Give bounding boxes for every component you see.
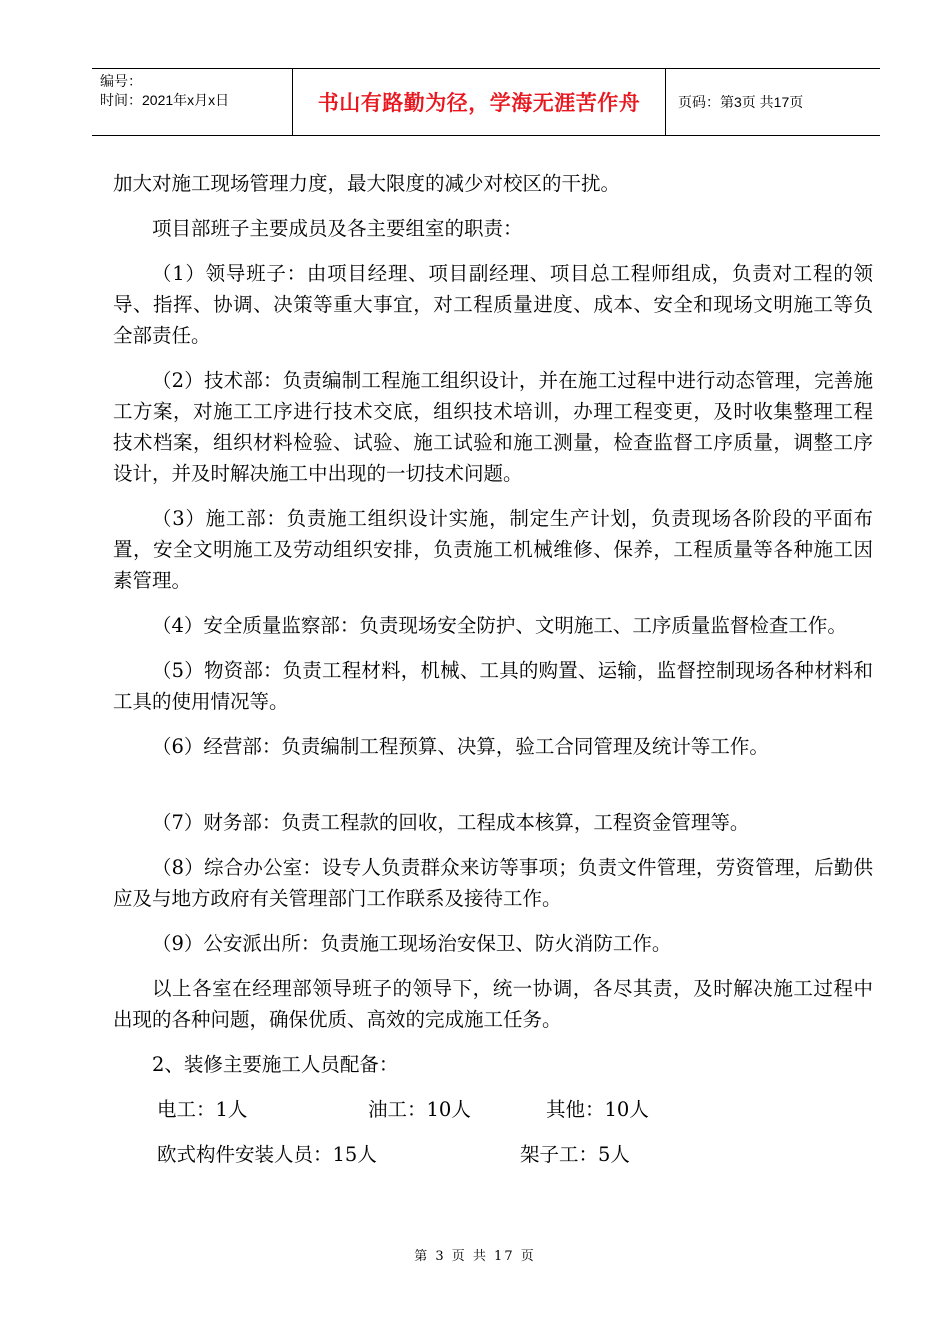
staffing-row	[113, 1094, 873, 1125]
paragraph-continuation: 加大对施工现场管理力度，最大限度的减少对校区的干扰。	[113, 172, 621, 195]
page-header	[92, 68, 880, 136]
paragraph-summary: 以上各室在经理部领导班子的领导下，统一协调，各尽其责，及时解决施工过程中出现的各种问题，确保优质、高效的完成施工任务。	[113, 977, 873, 1031]
header-motto: 书山有路勤为径，学海无涯苦作舟	[293, 69, 666, 135]
staffing-row	[113, 1139, 873, 1170]
doc-time-label: 时间：2021年x月x日	[100, 92, 230, 108]
staffing-other: 其他：10人	[546, 1098, 649, 1121]
paragraph-police-station: （9）公安派出所：负责施工现场治安保卫、防火消防工作。	[152, 932, 672, 955]
paragraph-staffing-heading: 2、装修主要施工人员配备：	[152, 1053, 399, 1076]
paragraph-materials-dept: （5）物资部：负责工程材料，机械、工具的购置、运输，监督控制现场各种材料和工具的使用情况等。	[113, 659, 873, 713]
staffing-painter: 油工：10人	[368, 1098, 471, 1121]
staffing-electrician: 电工：1人	[157, 1098, 248, 1121]
page-footer: 第 3 页 共 17 页	[414, 1249, 536, 1264]
header-page-info: 页码：第3页 共17页	[678, 94, 804, 110]
paragraph-technical-dept: （2）技术部：负责编制工程施工组织设计，并在施工过程中进行动态管理，完善施工方案，对施工工序进行技术交底，组织技术培训，办理工程变更，及时收集整理工程技术档案，组织材料检验、试验、施工试验和施工测量，检查监督工序质量，调整工序设计，并及时解决施工中出现的一切技术问题。	[113, 369, 873, 485]
document-body	[113, 168, 873, 1184]
staffing-european-installers: 欧式构件安装人员：15人	[157, 1143, 377, 1166]
doc-number-label: 编号：	[100, 73, 142, 89]
paragraph-general-office: （8）综合办公室：设专人负责群众来访等事项；负责文件管理，劳资管理，后勤供应及与地方政府有关管理部门工作联系及接待工作。	[113, 856, 873, 910]
header-meta	[92, 69, 293, 135]
paragraph-finance-dept: （7）财务部：负责工程款的回收，工程成本核算，工程资金管理等。	[152, 811, 750, 834]
staffing-scaffolders: 架子工：5人	[520, 1143, 630, 1166]
paragraph-leadership: （1）领导班子：由项目经理、项目副经理、项目总工程师组成，负责对工程的领导、指挥、协调、决策等重大事宜，对工程质量进度、成本、安全和现场文明施工等负全部责任。	[113, 262, 873, 347]
paragraph-construction-dept: （3）施工部：负责施工组织设计实施，制定生产计划，负责现场各阶段的平面布置，安全文明施工及劳动组织安排，负责施工机械维修、保养，工程质量等各种施工因素管理。	[113, 507, 873, 592]
paragraph-duties-intro: 项目部班子主要成员及各主要组室的职责：	[152, 217, 523, 240]
paragraph-safety-dept: （4）安全质量监察部：负责现场安全防护、文明施工、工序质量监督检查工作。	[152, 614, 847, 637]
paragraph-operations-dept: （6）经营部：负责编制工程预算、决算，验工合同管理及统计等工作。	[152, 735, 769, 758]
